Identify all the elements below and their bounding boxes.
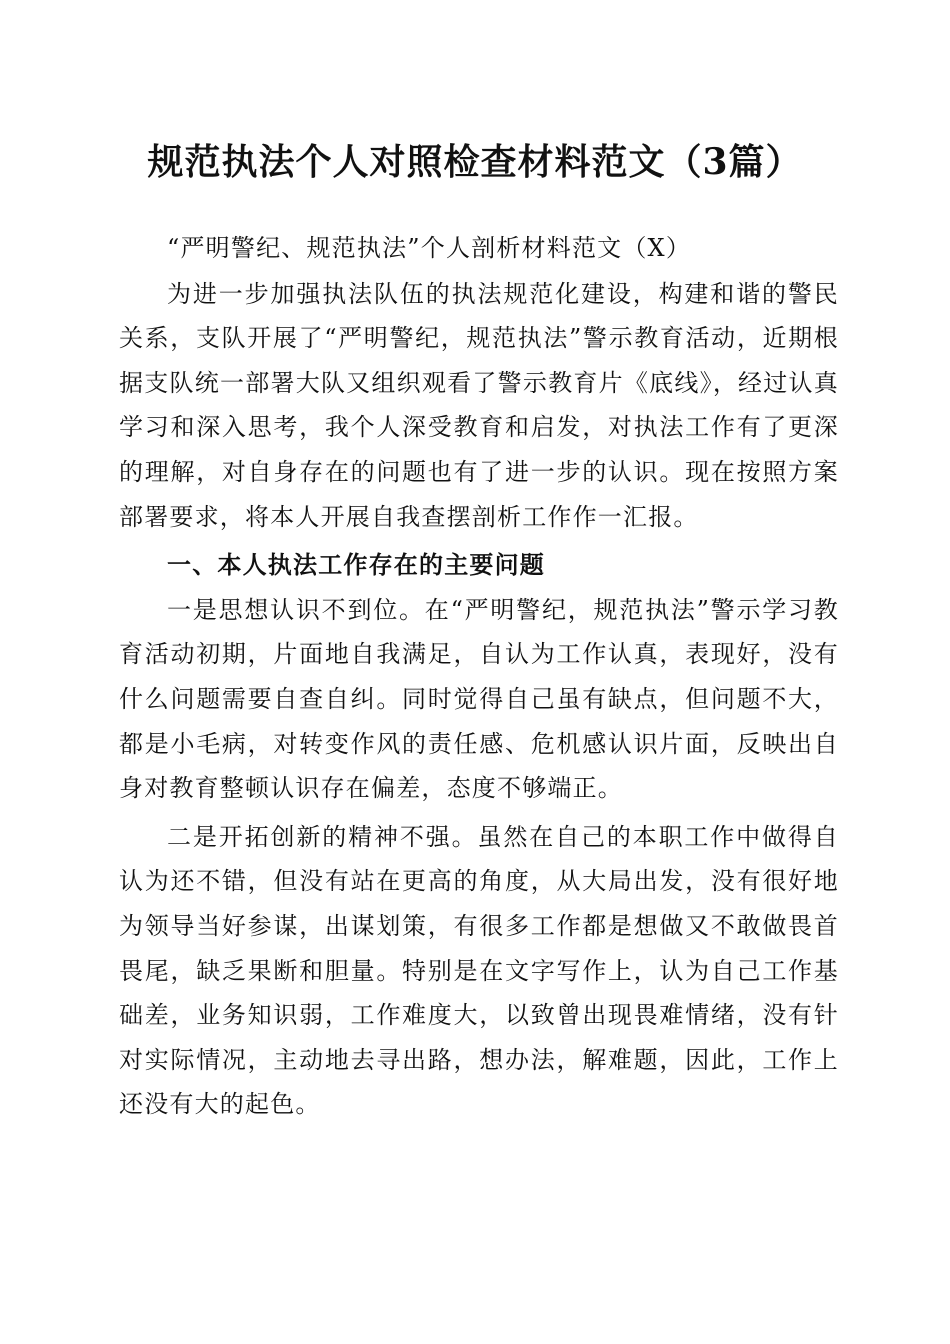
point-one-paragraph: 一是思想认识不到位。在“严明警纪，规范执法”警示学习教育活动初期，片面地自我满足，自认为工作认真，表现好，没有什么问题需要自查自纠。同时觉得自己虽有缺点，但问题不大，都是小毛病，对转变作风的责任感、危机感认识片面，反映出自身对教育整顿认识存在偏差，态度不够端正。 [119, 595, 839, 803]
section-heading: 一、本人执法工作存在的主要问题 [167, 551, 545, 580]
document-body [119, 226, 839, 1127]
document-title: 规范执法个人对照检查材料范文（3篇） [147, 141, 803, 183]
point-two-paragraph: 二是开拓创新的精神不强。虽然在自己的本职工作中做得自认为还不错，但没有站在更高的角度，从大局出发，没有很好地为领导当好参谋，出谋划策，有很多工作都是想做又不敢做畏首畏尾，缺乏果断和胆量。特别是在文字写作上，认为自己工作基础差，业务知识弱，工作难度大，以致曾出现畏难情绪，没有针对实际情况，主动地去寻出路，想办法，解难题，因此，工作上还没有大的起色。 [119, 822, 839, 1119]
intro-paragraph: 为进一步加强执法队伍的执法规范化建设，构建和谐的警民关系，支队开展了“严明警纪，规范执法”警示教育活动，近期根据支队统一部署大队又组织观看了警示教育片《底线》，经过认真学习和深入思考，我个人深受教育和启发，对执法工作有了更深的理解，对自身存在的问题也有了进一步的认识。现在按照方案部署要求，将本人开展自我查摆剖析工作作一汇报。 [119, 279, 839, 531]
document-subtitle: “严明警纪、规范执法”个人剖析材料范文（X） [167, 234, 692, 262]
